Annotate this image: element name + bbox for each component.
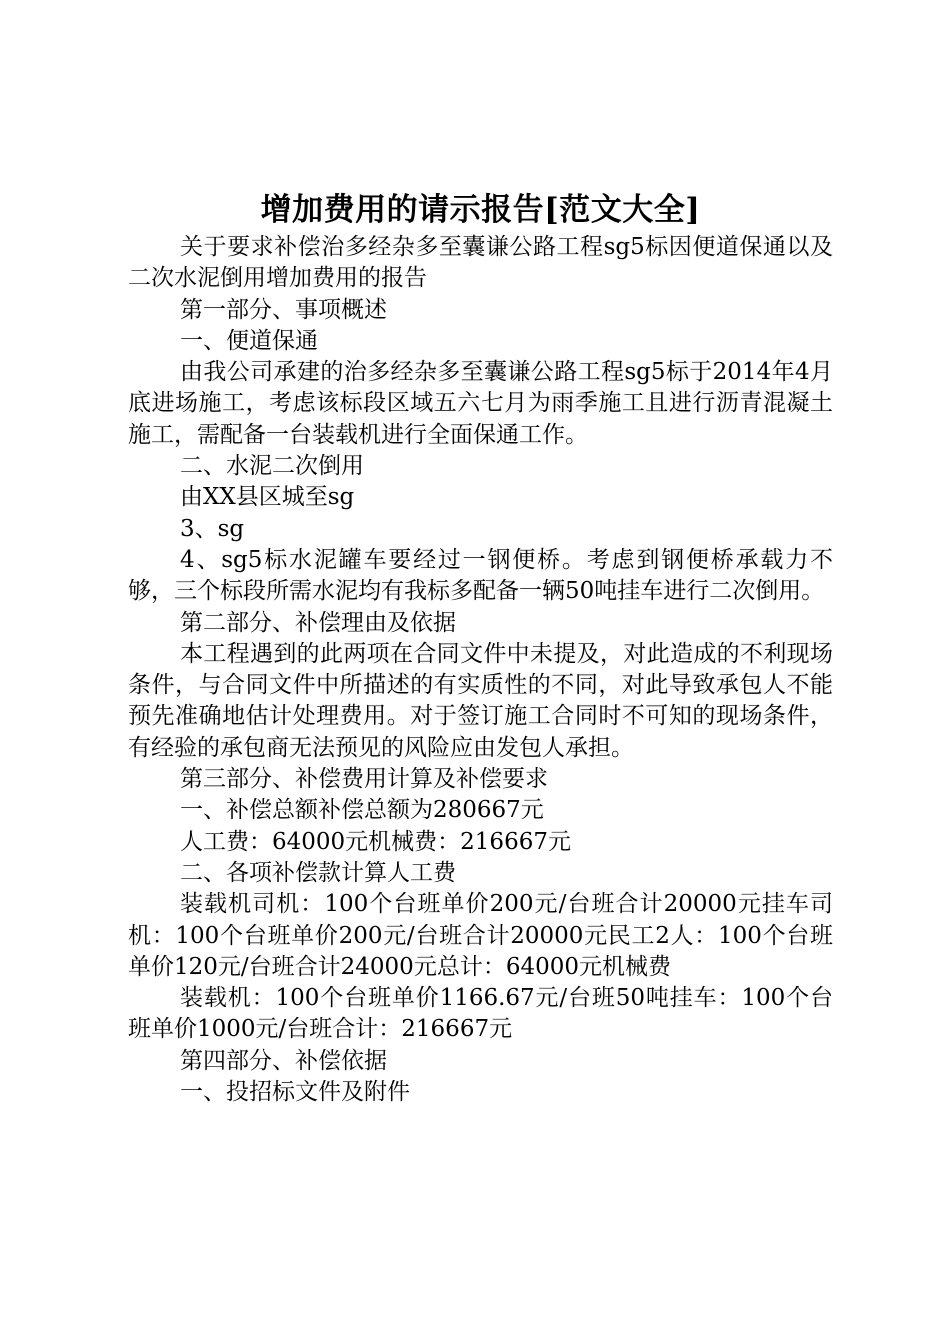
paragraph-item-4: 4、sg5标水泥罐车要经过一钢便桥。考虑到钢便桥承载力不够，三个标段所需水泥均有我标多配备一辆50吨挂车进行二次倒用。 <box>128 546 833 605</box>
subheading-road-access: 一、便道保通 <box>180 327 318 354</box>
paragraph-labor-machine: 人工费：64000元机械费：216667元 <box>180 828 571 855</box>
section-heading-1: 第一部分、事项概述 <box>180 296 387 323</box>
paragraph-cement-route: 由XX县区城至sg <box>180 484 355 511</box>
document-title: 增加费用的请示报告[范文大全] <box>260 192 701 228</box>
document-page <box>128 188 833 1108</box>
section-heading-3: 第三部分、补偿费用计算及补偿要求 <box>180 766 548 793</box>
subheading-itemized: 二、各项补偿款计算人工费 <box>180 859 456 886</box>
paragraph-labor-details: 装载机司机：100个台班单价200元/台班合计20000元挂车司机：100个台班单价200元/台班合计20000元民工2人：100个台班单价120元/台班合计24000元总计：64000元机械费 <box>128 891 833 980</box>
paragraph-road-access: 由我公司承建的治多经杂多至囊谦公路工程sg5标于2014年4月底进场施工，考虑该标段区域五六七月为雨季施工且进行沥青混凝土施工，需配备一台装载机进行全面保通工作。 <box>128 359 833 448</box>
section-heading-2: 第二部分、补偿理由及依据 <box>180 609 456 636</box>
section-heading-4: 第四部分、补偿依据 <box>180 1047 387 1074</box>
paragraph-intro: 关于要求补偿治多经杂多至囊谦公路工程sg5标因便道保通以及二次水泥倒用增加费用的报告 <box>128 234 833 292</box>
subheading-cement-transfer: 二、水泥二次倒用 <box>180 453 364 480</box>
paragraph-machine-details: 装载机：100个台班单价1166.67元/台班50吨挂车：100个台班单价1000元/台班合计：216667元 <box>128 985 833 1043</box>
paragraph-item-3: 3、sg <box>180 515 245 542</box>
paragraph-total: 一、补偿总额补偿总额为280667元 <box>180 797 544 824</box>
paragraph-reasons: 本工程遇到的此两项在合同文件中未提及，对此造成的不利现场条件，与合同文件中所描述的有实质性的不同，对此导致承包人不能预先准确地估计处理费用。对于签订施工合同时不可知的现场条件，有经验的承包商无法预见的风险应由发包人承担。 <box>128 640 833 761</box>
subheading-tender-docs: 一、投招标文件及附件 <box>180 1079 410 1106</box>
